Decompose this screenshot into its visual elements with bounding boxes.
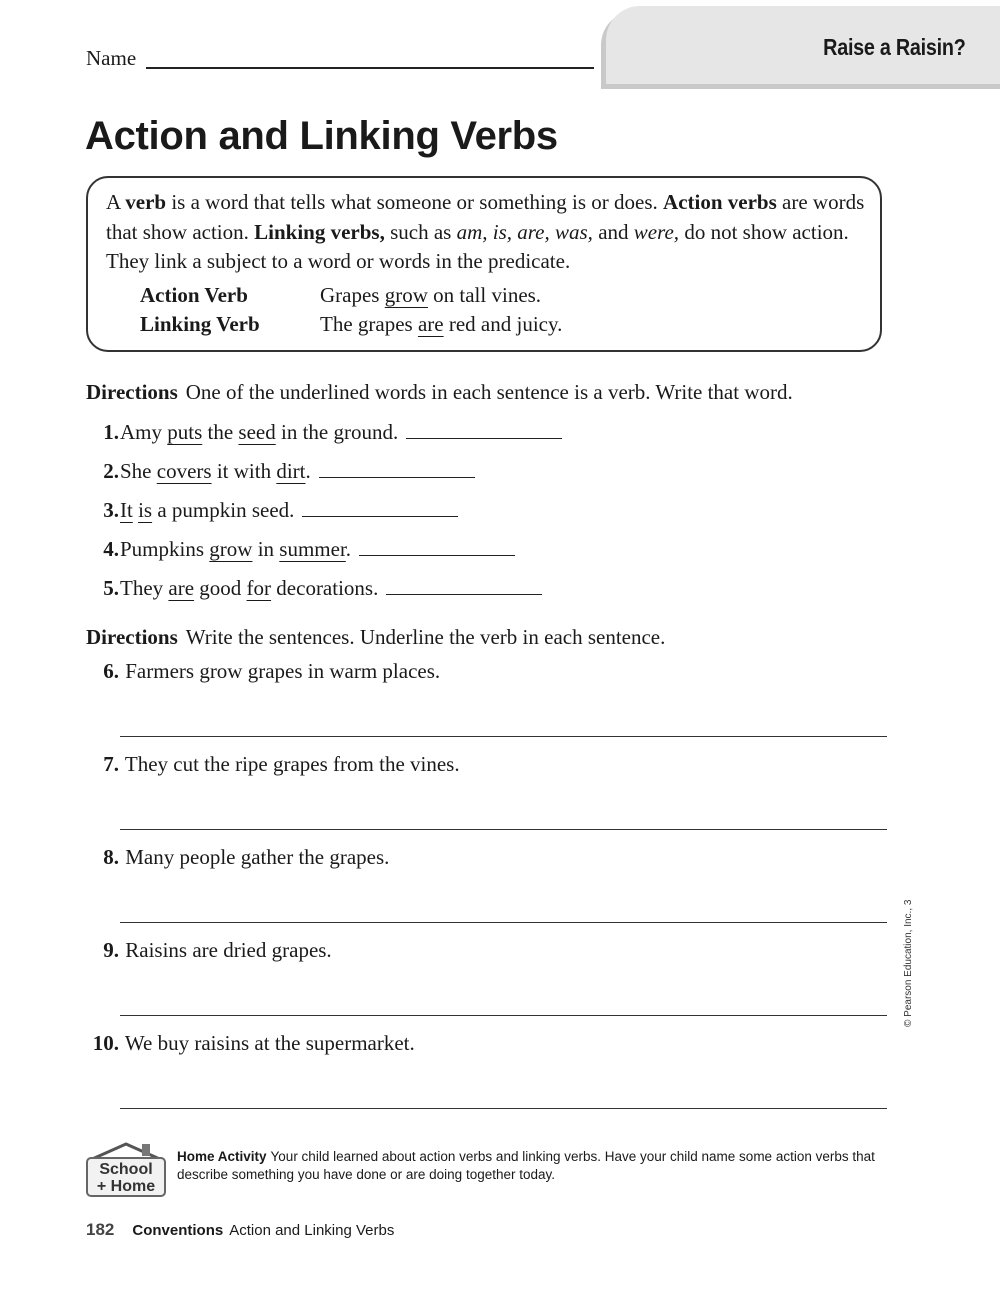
name-label: Name xyxy=(86,46,137,70)
home-activity-label: Home Activity xyxy=(177,1149,267,1164)
exercise-item xyxy=(86,576,542,601)
underlined-word: grow xyxy=(209,537,253,561)
sentence-text: in xyxy=(252,537,280,561)
sentence-text: in the ground. xyxy=(275,420,399,444)
name-input-line[interactable] xyxy=(146,67,594,69)
footer-topic: Action and Linking Verbs xyxy=(229,1222,395,1239)
sentence-text: We buy raisins at the supermarket. xyxy=(124,1031,415,1055)
sentence-text: Farmers grow grapes in warm places. xyxy=(125,659,441,683)
unit-tab xyxy=(606,6,1000,84)
underlined-word: It xyxy=(120,498,133,522)
page-footer xyxy=(86,1220,394,1240)
writing-line[interactable] xyxy=(120,736,887,737)
sentence-text: Raisins are dried grapes. xyxy=(125,938,332,962)
writing-line[interactable] xyxy=(120,1015,887,1016)
logo-text-home: + Home xyxy=(96,1178,156,1195)
writing-line[interactable] xyxy=(120,829,887,830)
underlined-word: for xyxy=(246,576,272,600)
writing-line[interactable] xyxy=(120,1108,887,1109)
writing-item xyxy=(86,659,440,684)
sentence-text: Amy xyxy=(120,420,168,444)
underlined-word: covers xyxy=(156,459,212,483)
home-activity-text: Your child learned about action verbs and linking verbs. Have your child name some action verbs that describe something you have done or are doing together today. xyxy=(177,1149,875,1182)
sentence-text: They cut the ripe grapes from the vines. xyxy=(124,752,460,776)
sentence-text: She xyxy=(120,459,157,483)
sentence-text: the xyxy=(202,420,239,444)
answer-blank[interactable] xyxy=(359,555,515,556)
sentence-text: it with xyxy=(211,459,277,483)
item-number: 4. xyxy=(103,537,119,561)
item-number: 8. xyxy=(103,845,119,869)
definition-text: A verb is a word that tells what someone or something is or does. Action verbs are words that show action. Linking verbs, such as am, is, are, was, and were, do not show action. They link a subject to a word or words in the predicate. xyxy=(106,190,865,273)
sentence-text: a pumpkin seed. xyxy=(152,498,295,522)
directions-part1 xyxy=(86,380,793,405)
logo-text-school: School xyxy=(99,1161,153,1178)
underlined-word: dirt xyxy=(276,459,306,483)
home-activity xyxy=(177,1148,897,1184)
sentence-text: good xyxy=(194,576,247,600)
copyright: © Pearson Education, Inc., 3 xyxy=(903,899,914,1027)
example-sentence: The grapes are red and juicy. xyxy=(320,312,563,336)
example-sentence: Grapes grow on tall vines. xyxy=(320,283,542,307)
directions-part2 xyxy=(86,625,665,650)
definition-box xyxy=(86,176,882,352)
writing-line[interactable] xyxy=(120,922,887,923)
page-number: 182 xyxy=(86,1220,115,1239)
writing-item xyxy=(86,752,460,777)
writing-item xyxy=(86,1031,415,1056)
sentence-text: . xyxy=(305,459,311,483)
item-number: 6. xyxy=(103,659,119,683)
answer-blank[interactable] xyxy=(386,594,542,595)
writing-item xyxy=(86,938,332,963)
exercise-item xyxy=(86,420,562,445)
item-number: 9. xyxy=(103,938,119,962)
example-label: Action Verb xyxy=(140,283,248,307)
underlined-word: seed xyxy=(238,420,276,444)
underlined-word: summer xyxy=(279,537,346,561)
item-number: 10. xyxy=(92,1031,119,1055)
answer-blank[interactable] xyxy=(406,438,562,439)
directions-text: One of the underlined words in each sentence is a verb. Write that word. xyxy=(185,380,793,404)
exercise-item xyxy=(86,537,515,562)
item-number: 3. xyxy=(103,498,119,522)
sentence-text: decorations. xyxy=(271,576,379,600)
school-home-logo xyxy=(84,1138,168,1198)
underlined-word: puts xyxy=(167,420,203,444)
exercise-item xyxy=(86,498,458,523)
page-title: Action and Linking Verbs xyxy=(85,114,558,158)
directions-text: Write the sentences. Underline the verb in each sentence. xyxy=(185,625,666,649)
sentence-text: They xyxy=(120,576,169,600)
directions-label: Directions xyxy=(86,380,178,404)
unit-title: Raise a Raisin? xyxy=(823,34,966,60)
item-number: 5. xyxy=(103,576,119,600)
sentence-text: . xyxy=(345,537,352,561)
footer-section: Conventions xyxy=(132,1222,224,1239)
underlined-word: are xyxy=(168,576,195,600)
sentence-text: Pumpkins xyxy=(120,537,210,561)
example-label: Linking Verb xyxy=(140,312,260,336)
directions-label: Directions xyxy=(86,625,178,649)
writing-item xyxy=(86,845,389,870)
underlined-word: is xyxy=(138,498,153,522)
item-number: 7. xyxy=(103,752,119,776)
answer-blank[interactable] xyxy=(302,516,458,517)
exercise-item xyxy=(86,459,475,484)
item-number: 1. xyxy=(103,420,119,444)
answer-blank[interactable] xyxy=(319,477,475,478)
sentence-text: Many people gather the grapes. xyxy=(125,845,390,869)
item-number: 2. xyxy=(103,459,119,483)
